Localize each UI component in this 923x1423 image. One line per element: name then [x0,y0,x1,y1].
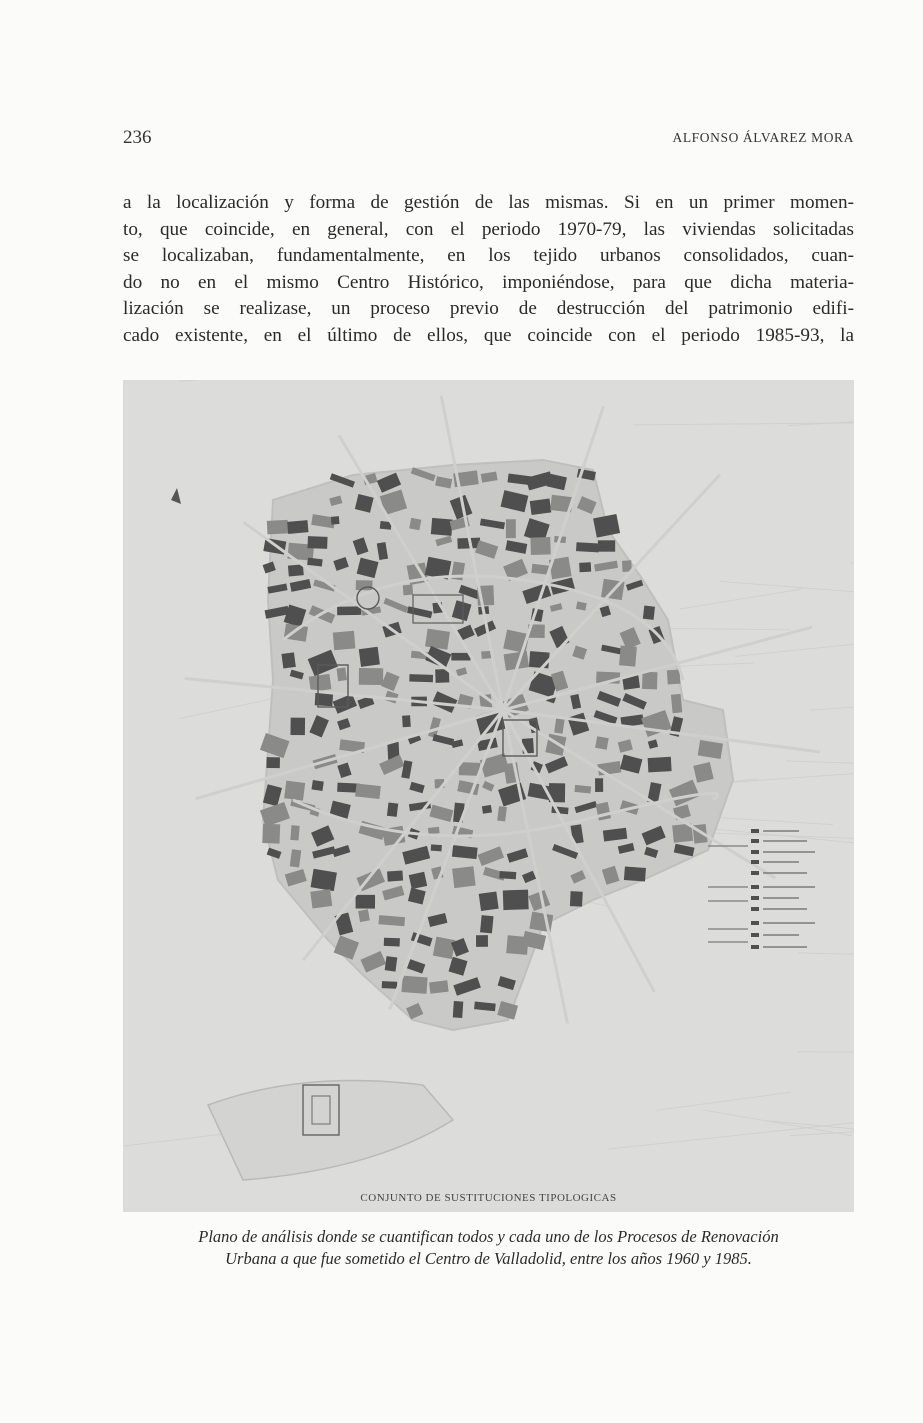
building-block [530,537,550,555]
legend-swatch [751,933,759,937]
building-block [648,757,672,773]
building-block [595,736,609,750]
building-block [359,668,383,685]
page-header [123,127,854,151]
building-block [576,542,599,552]
building-block [453,1001,463,1018]
building-block [530,498,552,515]
building-block [452,866,476,888]
body-line: do no en el mismo Centro Histórico, imponiéndose, para que dicha materia- [123,271,854,293]
building-block [595,778,603,792]
building-block [459,762,481,776]
building-block [356,580,373,590]
building-block [499,871,516,879]
building-block [287,520,308,534]
building-block [529,912,553,933]
building-block [356,895,375,909]
building-block [482,805,492,814]
building-block [503,890,529,910]
building-block [337,667,347,681]
building-block [402,976,428,994]
building-block [355,783,381,799]
building-block [431,844,442,851]
building-block [290,718,305,736]
building-block [529,651,550,668]
building-block [402,715,411,727]
building-block [307,536,327,549]
legend-swatch [751,885,759,889]
building-block [359,647,380,667]
legend-swatch [751,839,759,843]
building-block [385,956,398,971]
building-block [384,938,400,947]
legend-swatch [751,921,759,925]
building-block [281,652,295,668]
building-block [267,520,288,535]
building-block [266,757,280,768]
building-block [506,519,516,538]
map-title: CONJUNTO DE SUSTITUCIONES TIPOLOGICAS [360,1192,617,1204]
body-paragraph [123,190,854,350]
page-number: 236 [123,127,152,148]
body-line: lización se realizase, un proceso previo de destrucción del patrimonio edifi- [123,298,854,320]
building-block [409,518,421,530]
legend-swatch [751,860,759,864]
building-block [570,891,583,906]
building-block [425,629,450,650]
building-block [288,564,304,576]
building-block [579,562,591,572]
building-block [479,891,499,911]
body-line: to, que coincide, en general, con el periodo 1970-79, las viviendas solicitadas [123,218,854,240]
building-block [310,889,332,908]
legend-swatch [751,871,759,875]
building-block [403,585,413,596]
legend-swatch [751,896,759,900]
building-block [331,516,340,525]
building-block [382,981,398,989]
building-block [333,631,356,650]
building-block [624,866,646,881]
building-block [387,870,403,881]
building-block [311,869,337,891]
legend-swatch [751,850,759,854]
building-block [671,694,682,713]
city-map-drawing [123,380,854,1212]
building-block [643,606,655,620]
legend-swatch [751,829,759,833]
building-block [429,980,449,994]
running-head: ALFONSO ÁLVAREZ MORA [672,130,854,145]
building-block [311,780,323,791]
building-block [262,824,280,844]
building-block [481,651,491,659]
building-block [451,653,470,661]
city-map-figure [123,380,854,1212]
body-line: a la localización y forma de gestión de las mismas. Si en un primer momen- [123,192,854,213]
building-block [337,606,361,615]
building-block [642,672,657,690]
caption-line: Plano de análisis donde se cuantifican todos y cada uno de los Procesos de Renovación [198,1227,779,1246]
building-block [309,674,332,692]
body-line: cado existente, en el último de ellos, que coincide con el periodo 1985-93, la [123,324,854,346]
building-block [619,646,637,667]
building-block [387,803,398,817]
building-block [290,825,299,840]
body-line: se localizaban, fundamentalmente, en los tejido urbanos consolidados, cuan- [123,245,854,267]
building-block [428,827,440,835]
building-block [431,518,453,536]
caption-line: Urbana a que fue sometido el Centro de Valladolid, entre los años 1960 y 1985. [225,1249,752,1268]
legend-swatch [751,907,759,911]
legend-swatch [751,945,759,949]
building-block [284,781,305,801]
building-block [476,935,488,947]
building-block [667,669,681,684]
figure-caption [123,1226,854,1270]
building-block [433,937,456,960]
building-block [598,540,615,551]
building-block [480,915,494,933]
building-block [358,909,370,922]
building-block [409,674,433,682]
